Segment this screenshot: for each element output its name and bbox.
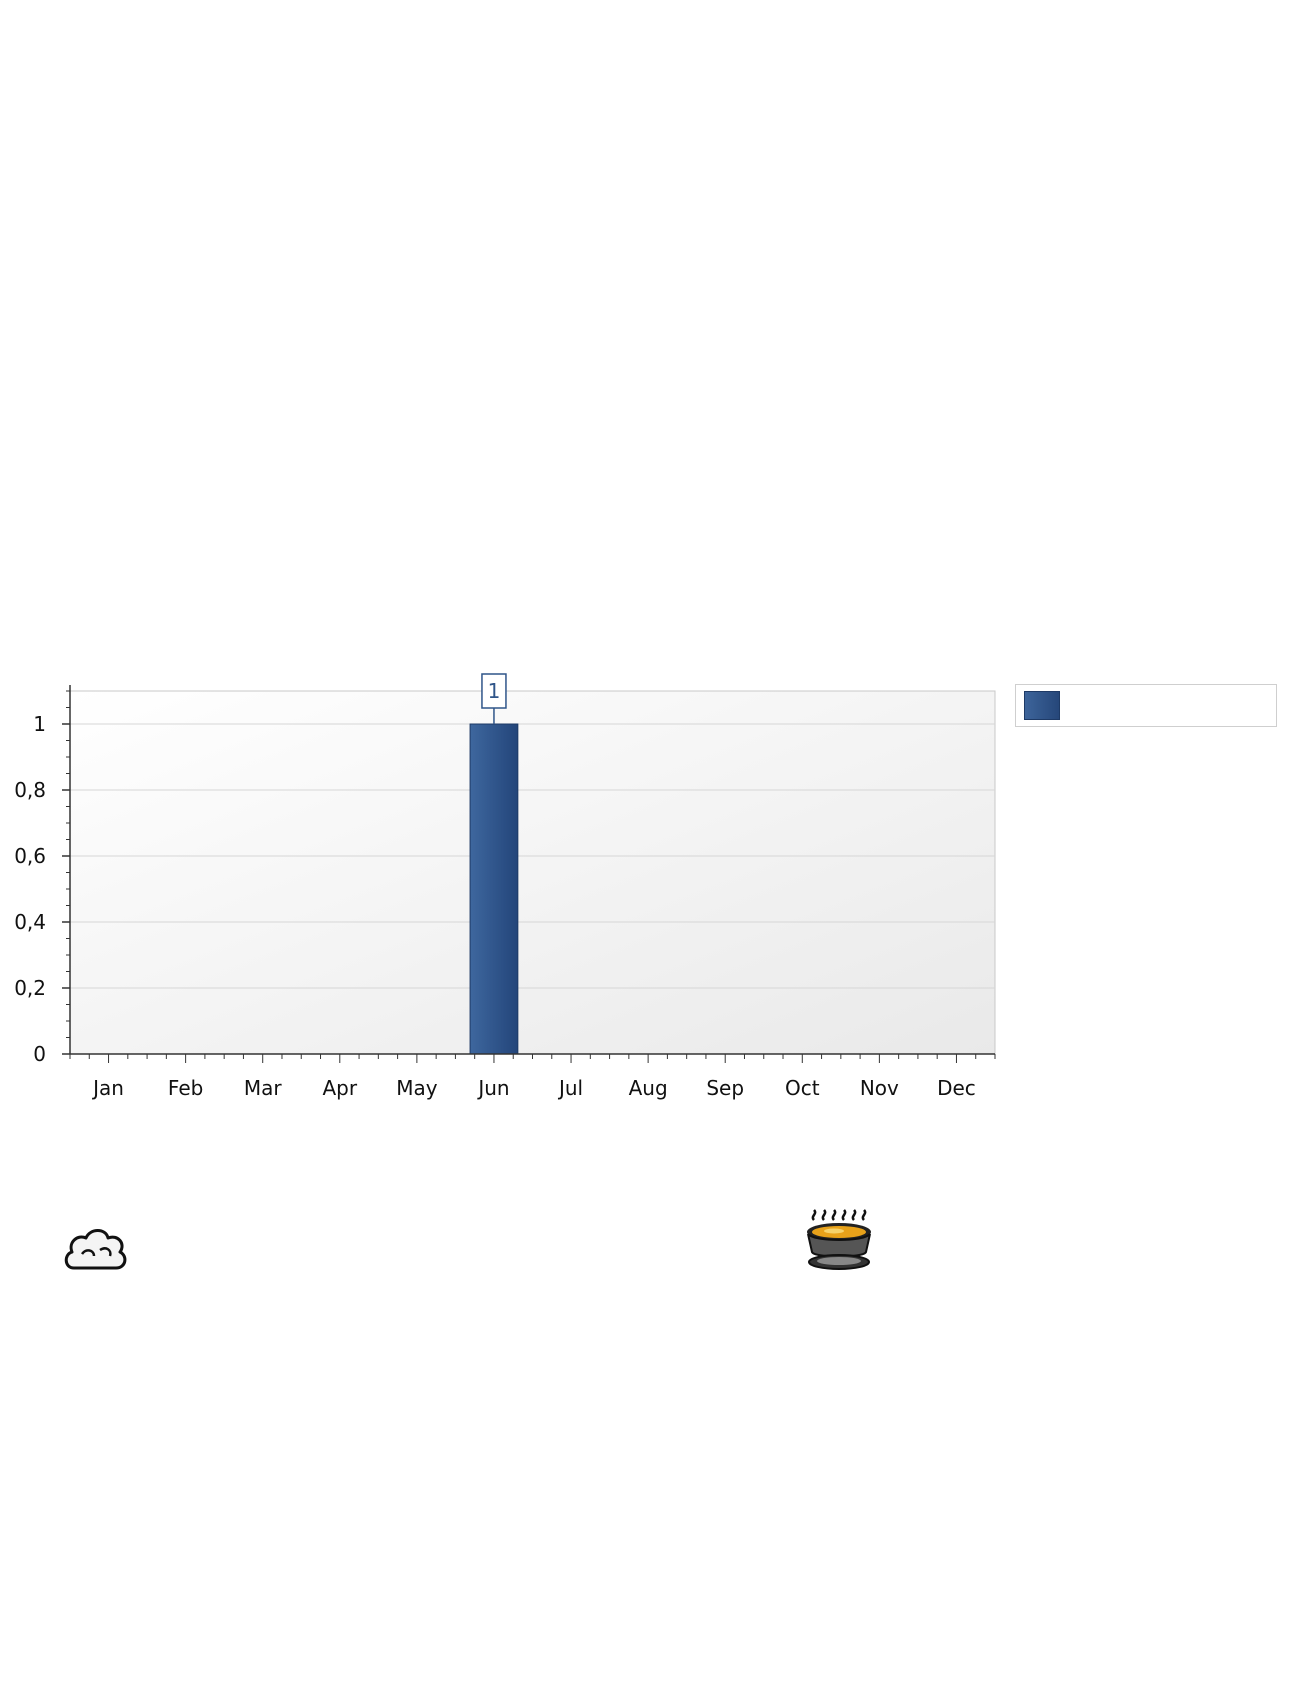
chart-legend [1015,684,1277,727]
x-tick-label: Dec [937,1076,976,1100]
bar-jun [470,724,518,1054]
y-tick-label: 0,4 [14,910,46,934]
x-tick-label: Feb [167,1076,204,1100]
x-tick-label: Sep [706,1076,745,1100]
x-tick-label: Jun [478,1076,510,1100]
x-tick-label: Oct [784,1076,820,1100]
hot-pot-icon [804,1206,874,1274]
x-tick-label: Nov [859,1076,899,1100]
y-tick-label: 0,6 [14,844,46,868]
x-tick-label: May [396,1076,438,1100]
x-tick-label: Mar [243,1076,282,1100]
x-tick-label: Apr [322,1076,358,1100]
x-tick-label: Jul [558,1076,584,1100]
y-tick-label: 0 [33,1042,46,1066]
cloud-icon [62,1224,130,1274]
plot-area [70,691,995,1054]
y-tick-label: 0,2 [14,976,46,1000]
data-label: 1 [487,679,501,703]
flowering-chart [0,660,1301,1150]
y-tick-label: 0,8 [14,778,46,802]
legend-swatch [1024,691,1060,720]
x-tick-label: Jan [93,1076,124,1100]
x-tick-label: Aug [628,1076,668,1100]
y-tick-label: 1 [33,712,46,736]
